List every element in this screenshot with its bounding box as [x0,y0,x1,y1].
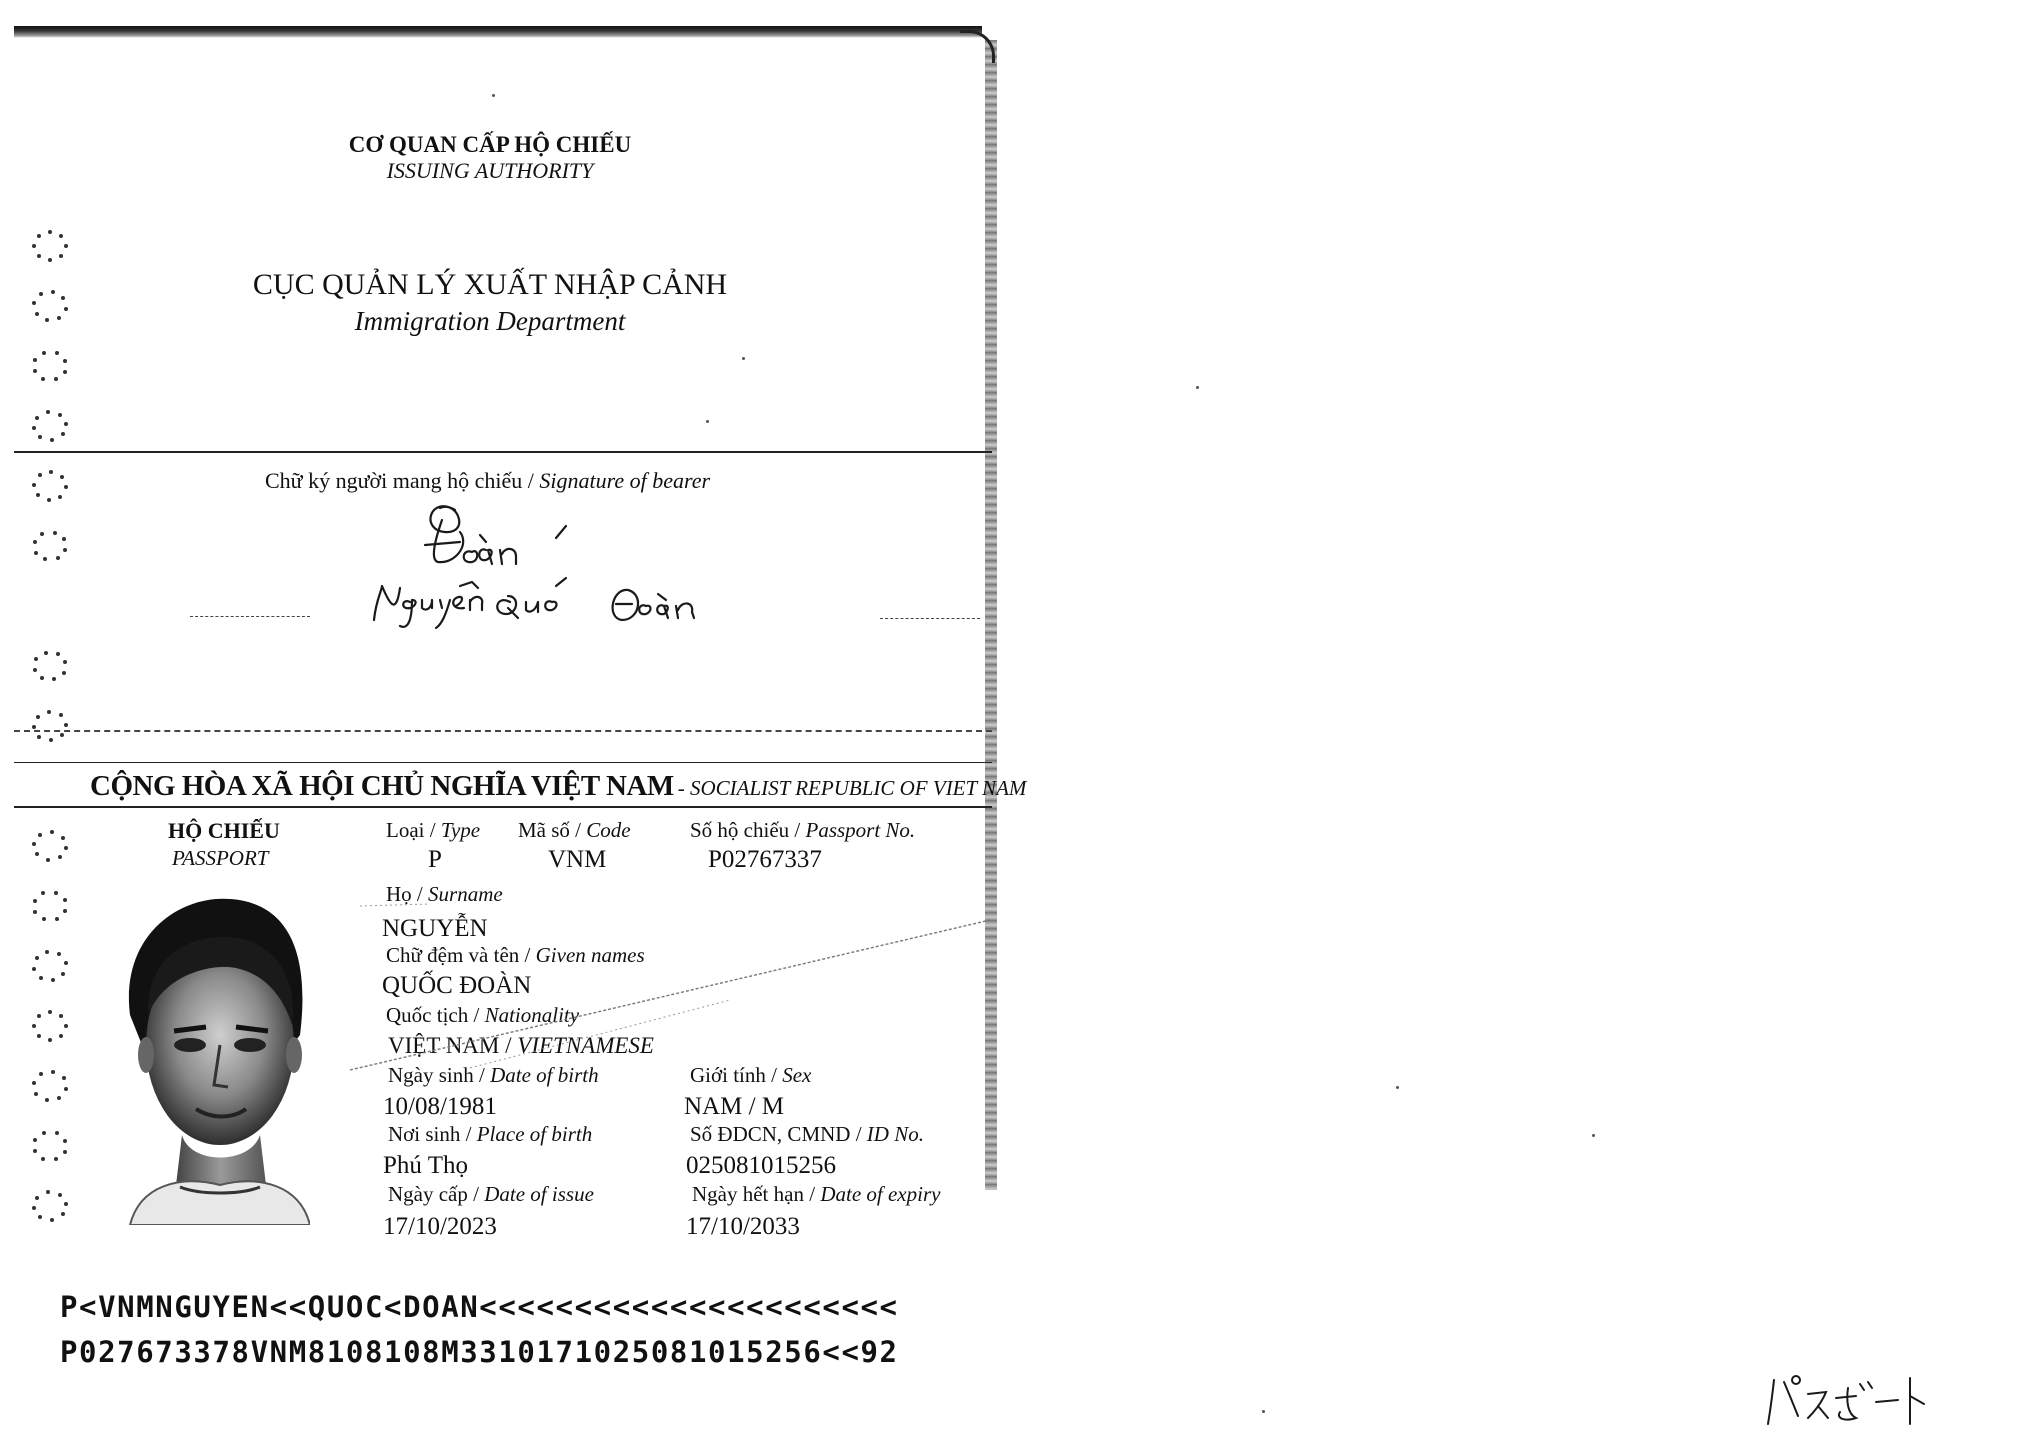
scan-speck [1396,1086,1399,1089]
scan-speck [706,420,709,423]
sex-label: Giới tính / Sex [690,1063,812,1087]
perforation-dot [63,1150,67,1154]
perforation-dot [32,967,36,971]
perforation-dot [59,1034,63,1038]
perforation-dot [64,1202,68,1206]
type-label: Loại / Type [386,818,481,842]
handwritten-jp-note [1764,1368,1934,1428]
perforation-dot [48,258,52,262]
perforation-dot [47,498,51,502]
perforation-dot [33,910,37,914]
perforation-dot [58,413,62,417]
signature-label-vi: Chữ ký người mang hộ chiếu [265,468,523,493]
perforation-dot [64,244,68,248]
perforation-dot [35,312,39,316]
scan-speck [1592,1134,1595,1137]
sex-value: NAM / M [684,1093,785,1120]
mrz-line-2: P027673378VNM8108108M3310171025081015256<<92 [60,1335,899,1369]
perforation-dot [64,307,68,311]
perforation-dot [40,676,44,680]
perforation-dot [61,836,65,840]
signature-scan-mark [190,616,310,617]
perforation-dot [63,370,67,374]
perforation-dot [57,316,61,320]
perforation-dot [37,234,41,238]
perforation-dot [41,377,45,381]
perforation-dot [60,475,64,479]
perforation-dot [63,548,67,552]
perforation-dot [41,1157,45,1161]
perforation-dot [35,852,39,856]
mrz-line-1: P<VNMNGUYEN<<QUOC<DOAN<<<<<<<<<<<<<<<<<<<<<< [60,1290,899,1324]
perforation-dot [44,651,48,655]
perforation-dot [59,254,63,258]
perforation-dot [37,1034,41,1038]
perforation-dot [32,483,36,487]
perforation-dot [51,978,55,982]
nationality-label: Quốc tịch / Nationality [386,1003,580,1027]
perforation-dot [61,432,65,436]
perforation-dot [52,677,56,681]
scan-speck [742,357,745,360]
expiry-date-value: 17/10/2033 [686,1213,800,1240]
perforation-dot [55,1131,59,1135]
perforation-dot [39,976,43,980]
country-name-en: SOCIALIST REPUBLIC OF VIET NAM [690,776,1027,800]
perforation-dot [39,1072,43,1076]
perforation-dot [55,917,59,921]
perforation-dot [35,416,39,420]
perforation-dot [48,1010,52,1014]
perforation-dot [38,833,42,837]
id-no-value: 025081015256 [686,1152,836,1179]
perforation-dot [50,830,54,834]
perforation-dot [48,1038,52,1042]
perforation-dot [43,557,47,561]
perforation-dot [59,1014,63,1018]
perforation-dot [41,891,45,895]
perforation-dot [32,426,36,430]
doc-title-vi: HỘ CHIẾU [168,818,280,843]
perforation-dot [54,891,58,895]
perforation-dot [39,292,43,296]
perforation-dot [61,296,65,300]
id-no-label: Số ĐDCN, CMND / ID No. [690,1122,924,1146]
perforation-dot [55,351,59,355]
perforation-dot [35,1196,39,1200]
perforation-dot [32,1206,36,1210]
type-value: P [428,846,442,873]
perforation-dot [40,532,44,536]
perforation-dot [57,952,61,956]
scan-speck [492,94,495,97]
signature-label-en: Signature of bearer [539,468,711,493]
perforation-dot [36,493,40,497]
perforation-dot [32,244,36,248]
perforation-dot [35,956,39,960]
perforation-dot [42,351,46,355]
issue-date-label: Ngày cấp / Date of issue [388,1182,594,1206]
perforation-dot [56,652,60,656]
perforation-dot [49,470,53,474]
perforation-dot [46,1190,50,1194]
passport-no-label: Số hộ chiếu / Passport No. [690,818,916,842]
perforation-dot [32,725,36,729]
divider-authority [14,451,992,453]
pob-value: Phú Thọ [383,1152,468,1179]
perforation-dot [51,1070,55,1074]
scan-speck [1262,1410,1265,1413]
expiry-date-label: Ngày hết hạn / Date of expiry [692,1182,941,1206]
perforation-dot [38,1215,42,1219]
perforation-dot [34,551,38,555]
perforation-dot [64,723,68,727]
perforation-dot [63,660,67,664]
nationality-value: VIỆT NAM / VIETNAMESE [388,1033,654,1058]
scan-speck [1196,386,1199,389]
perforation-dot [62,671,66,675]
perforation-dot [38,473,42,477]
perforation-dot [53,531,57,535]
scan-top-edge [14,26,982,38]
perforation-dot [34,1092,38,1096]
surname-value: NGUYỄN [382,915,488,942]
perforation-dot [63,1139,67,1143]
perforation-dot [57,1096,61,1100]
perforation-dot [45,318,49,322]
given-names-value: QUỐC ĐOÀN [382,972,532,999]
perforation-dot [50,1218,54,1222]
perforation-dot [42,917,46,921]
perforation-dot [46,410,50,414]
perforation-dot [64,846,68,850]
perforation-dot [49,738,53,742]
perforation-dot [48,230,52,234]
code-value: VNM [548,846,607,873]
perforation-dot [64,1024,68,1028]
perforation-dot [64,1087,68,1091]
perforation-dot [58,1193,62,1197]
perforation-dot [32,301,36,305]
perforation-dot [51,290,55,294]
divider-header-bottom [14,806,992,808]
page-corner [960,30,995,63]
perforation-dot [63,909,67,913]
doc-title-en: PASSPORT [172,846,269,870]
scan-streaks [350,900,1000,1080]
perforation-dot [54,377,58,381]
issuing-authority-heading-vi: CƠ QUAN CẤP HỘ CHIẾU [348,132,632,157]
perforation-dot [33,899,37,903]
perforation-dot [37,735,41,739]
perforation-dot [32,842,36,846]
perforation-dot [62,537,66,541]
perforation-dot [59,713,63,717]
perforation-dot [54,1157,58,1161]
perforation-dot [58,855,62,859]
perforation-dot [32,1024,36,1028]
perforation-dot [64,422,68,426]
passport-no-value: P02767337 [708,846,822,873]
bearer-photo [120,895,310,1225]
surname-label: Họ / Surname [386,882,503,906]
perforation-dot [33,668,37,672]
divider-signature [14,730,992,732]
perforation-dot [56,556,60,560]
issue-date-value: 17/10/2023 [383,1213,497,1240]
perforation-dot [42,1131,46,1135]
perforation-dot [62,1076,66,1080]
perforation-dot [63,898,67,902]
perforation-dot [58,495,62,499]
perforation-dot [33,1138,37,1142]
perforation-dot [60,733,64,737]
signature-scan-mark [880,618,980,619]
perforation-dot [33,369,37,373]
perforation-dot [38,435,42,439]
perforation-dot [33,540,37,544]
pob-label: Nơi sinh / Place of birth [388,1122,593,1146]
code-label: Mã số / Code [518,818,631,842]
perforation-dot [61,1212,65,1216]
authority-name-en: Immigration Department [354,306,626,336]
issuing-authority-heading-en: ISSUING AUTHORITY [386,158,594,183]
perforation-dot [37,254,41,258]
perforation-dot [63,359,67,363]
perforation-dot [32,1081,36,1085]
perforation-holes [26,230,76,1240]
perforation-dot [64,961,68,965]
perforation-dot [45,950,49,954]
signature-handwriting [360,490,760,640]
perforation-dot [61,972,65,976]
dob-value: 10/08/1981 [383,1093,497,1120]
perforation-dot [45,1098,49,1102]
perforation-dot [33,358,37,362]
perforation-dot [33,1149,37,1153]
given-names-label: Chữ đệm và tên / Given names [386,943,645,967]
perforation-dot [50,438,54,442]
perforation-dot [47,710,51,714]
perforation-dot [34,657,38,661]
perforation-dot [64,485,68,489]
authority-name-vi: CỤC QUẢN LÝ XUẤT NHẬP CẢNH [252,268,728,301]
dob-label: Ngày sinh / Date of birth [388,1063,599,1087]
country-name-vi: CỘNG HÒA XÃ HỘI CHỦ NGHĨA VIỆT NAM [90,770,674,802]
divider-header-top [14,762,992,763]
perforation-dot [37,1014,41,1018]
perforation-dot [46,858,50,862]
perforation-dot [59,234,63,238]
country-header: CỘNG HÒA XÃ HỘI CHỦ NGHĨA VIỆT NAM - SOCIALIST REPUBLIC OF VIET NAM [90,770,1027,802]
signature-label: Chữ ký người mang hộ chiếu / Signature of bearer [265,468,711,493]
perforation-dot [36,715,40,719]
